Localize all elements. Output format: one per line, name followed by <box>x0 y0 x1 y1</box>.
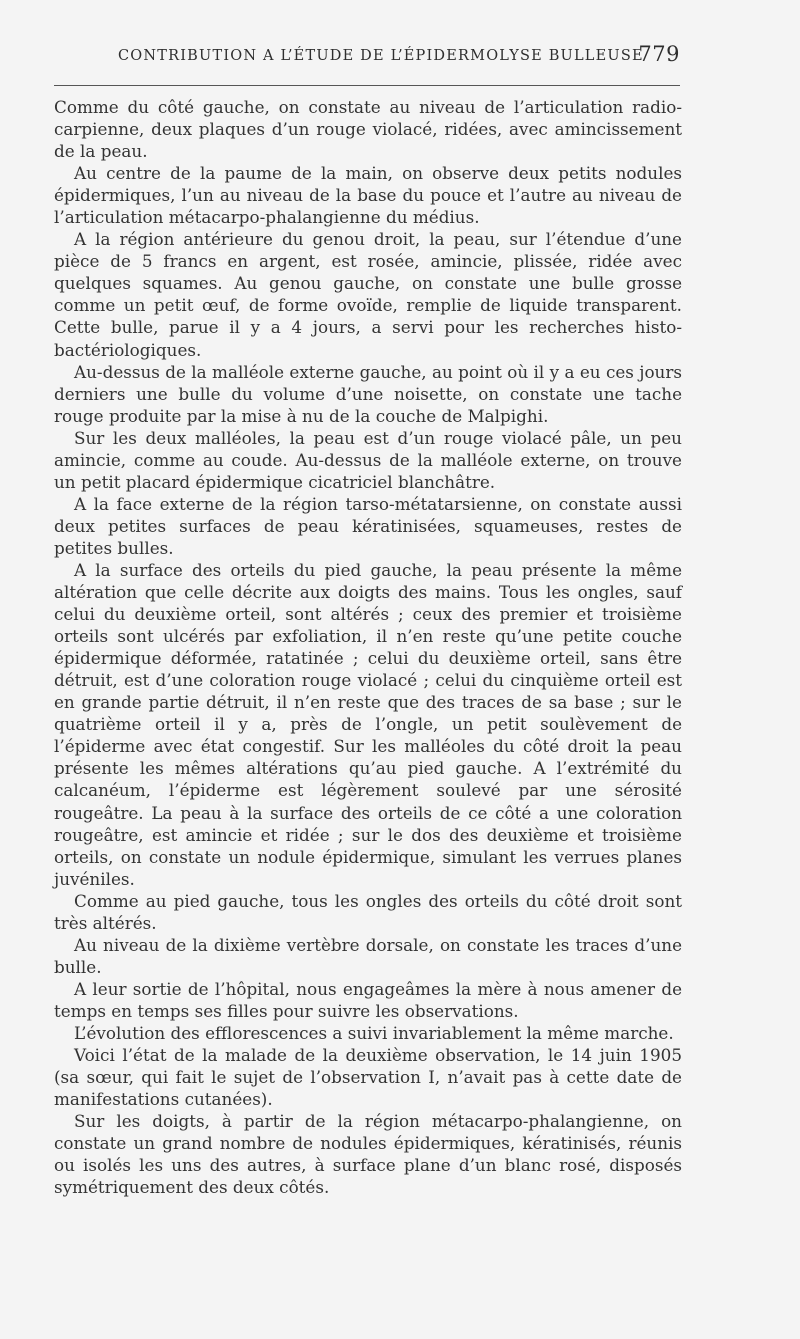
paragraph: A leur sortie de l’hôpital, nous engageâmes la mère à nous amener de temps en temps ses filles pour suivre les observations. <box>54 978 682 1021</box>
paragraph: Au centre de la paume de la main, on observe deux petits nodules épidermiques, l’un au niveau de la base du pouce et l’autre au niveau de l’articulation métacarpo-phalangienne du médius. <box>54 163 682 228</box>
paragraph: Sur les doigts, à partir de la région métacarpo-phalangienne, on constate un grand nombre de nodules épidermiques, kératinisés, réunis ou isolés les uns des autres, à surface plane d’un blanc rosé, disposés symétriquement des deux côtés. <box>54 1111 682 1198</box>
paragraph: Comme au pied gauche, tous les ongles des orteils du côté droit sont très altérés. <box>54 890 682 933</box>
paragraph: Au-dessus de la malléole externe gauche, au point où il y a eu ces jours derniers une bulle du volume d’une noisette, on constate une tache rouge produite par la mise à nu de la couche de Malpighi. <box>54 361 682 426</box>
paragraph: L’évolution des efflorescences a suivi invariablement la même marche. <box>74 1022 674 1043</box>
paragraph: A la face externe de la région tarso-métatarsienne, on constate aussi deux petites surfaces de peau kératinisées, squameuses, restes de petites bulles. <box>54 493 682 558</box>
paragraph: Sur les deux malléoles, la peau est d’un rouge violacé pâle, un peu amincie, comme au coude. Au-dessus de la malléole externe, on trouve un petit placard épidermique cicatriciel blanchâtre. <box>54 427 682 492</box>
paragraph: Voici l’état de la malade de la deuxième observation, le 14 juin 1905 (sa sœur, qui fait le sujet de l’observation I, n’avait pas à cette date de manifestations cutanées). <box>54 1045 682 1110</box>
header-rule <box>54 85 680 86</box>
paragraph: Au niveau de la dixième vertèbre dorsale, on constate les traces d’une bulle. <box>54 934 682 977</box>
page-number: 779 <box>638 42 680 66</box>
paragraph: A la surface des orteils du pied gauche, la peau présente la même altération que celle décrite aux doigts des mains. Tous les ongles, sauf celui du deuxième orteil, sont altérés ; ceux des premier et troisième orteils sont ulcérés par exfoliation, il n’en reste qu’une petite couche épidermique déformée, ratatinée ; celui du deuxième orteil, sans être détruit, est d’une coloration rouge violacé ; celui du cinquième orteil est en grande partie détruit, il n’en reste que des traces de sa base ; sur le quatrième orteil il y a, près de l’ongle, un petit soulèvement de l’épiderme avec état congestif. Sur les malléoles du côté droit la peau présente les mêmes altérations qu’au pied gauche. A l’extrémité du calcanéum, l’épiderme est légèrement soulevé par une sérosité rougeâtre. La peau à la surface des orteils de ce côté a une coloration rougeâtre, est amincie et ridée ; sur le dos des deuxième et troisième orteils, on constate un nodule épidermique, simulant les verrues planes juvéniles. <box>54 559 682 889</box>
paragraph: A la région antérieure du genou droit, la peau, sur l’étendue d’une pièce de 5 francs en argent, est rosée, amincie, plissée, ridée avec quelques squames. Au genou gauche, on constate une bulle grosse comme un petit œuf, de forme ovoïde, remplie de liquide transparent. Cette bulle, parue il y a 4 jours, a servi pour les recherches histo-bactériologiques. <box>54 229 682 360</box>
body-text <box>54 96 682 1198</box>
paragraph: Comme du côté gauche, on constate au niveau de l’articulation radio-carpienne, deux plaques d’un rouge violacé, ridées, avec amincissement de la peau. <box>54 97 682 162</box>
running-title: CONTRIBUTION A L’ÉTUDE DE L’ÉPIDERMOLYSE BULLEUSE <box>118 48 644 64</box>
page-header <box>54 40 680 80</box>
